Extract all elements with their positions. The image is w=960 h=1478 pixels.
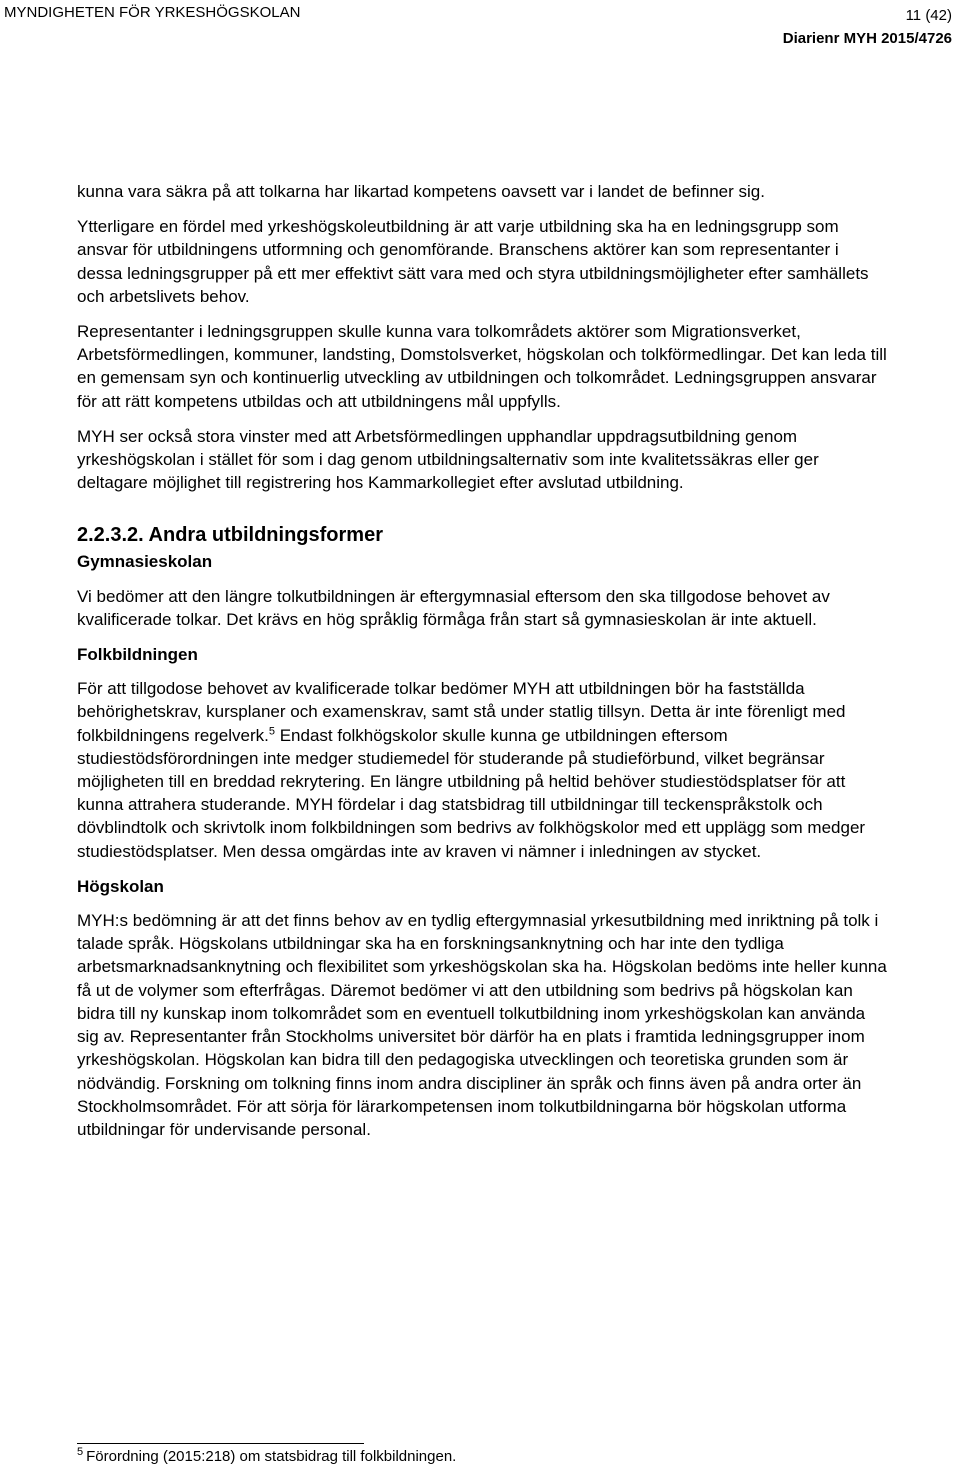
paragraph-folkbildningen xyxy=(77,677,887,863)
paragraph-4: MYH ser också stora vinster med att Arbetsförmedlingen upphandlar uppdragsutbildning genom yrkeshögskolan i stället för som i dag genom utbildningsalternativ som inte kvalitetssäkras eller ger deltagare möjlighet till registrering hos Kammarkollegiet efter avslutad utbildning. xyxy=(77,426,819,493)
section-heading: 2.2.3.2. Andra utbildningsformer xyxy=(77,524,383,547)
subheading-gymnasieskolan: Gymnasieskolan xyxy=(77,552,213,572)
header-meta xyxy=(783,4,952,50)
diarienr: Diarienr MYH 2015/4726 xyxy=(782,30,952,47)
folkbildningen-text-b: Endast folkhögskolor skulle kunna ge utbildningen eftersom studiestödsförordningen inte medger studiemedel för studerande på studieförbund, vilket begränsar möjligheten till en breddad rekrytering. En längre utbildning på heltid behöver studiestödsplatser för att kunna attrahera studerande. MYH fördelar i dag statsbidrag till utbildningar till teckenspråkstolk och dövblindtolk och skrivtolk inom folkbildningen som bedrivs av folkhögskolor med ett upplägg som medger studiestödsplatser. Men dessa omgärdas inte av kraven vi nämner i inledningen av stycket. xyxy=(77,725,866,861)
folkbildningen-text-a: För att tillgodose behovet av kvalificerade tolkar bedömer MYH att utbildningen bör ha fastställda behörighetskrav, kursplaner och examenskrav, samt stå under statlig tillsyn. Detta är inte förenligt med folkbildningens regelverk. xyxy=(77,679,846,745)
footnote-reference[interactable]: 5 xyxy=(268,725,275,737)
subheading-folkbildningen: Folkbildningen xyxy=(77,645,198,665)
paragraph-1: kunna vara säkra på att tolkarna har likartad kompetens oavsett var i landet de befinner sig. xyxy=(77,182,765,201)
footnote-divider xyxy=(77,1443,364,1444)
header-organization: MYNDIGHETEN FÖR YRKESHÖGSKOLAN xyxy=(4,4,301,21)
paragraph-hogskolan: MYH:s bedömning är att det finns behov av en tydlig eftergymnasial yrkesutbildning med inriktning på tolk i talade språk. Högskolans utbildningar ska ha en forskningsanknytning och har inte den tydliga arbetsmarknadsanknytning och flexibilitet som yrkeshögskolan ska ha. Högskolan bedöms inte heller kunna få ut de volymer som efterfrågas. Däremot bedömer vi att den utbildning som bedrivs på högskolan kan bidra till ny kunskap inom tolkområdet som en eventuell tolkutbildning inom yrkeshögskolan kan använda sig av. Representanter från Stockholms universitet bör därför ha en plats i framtida ledningsgrupper inom yrkeshögskolan. Högskolan kan bidra till den pedagogiska utvecklingen och teoretiska grunden som är nödvändig. Forskning om tolkning finns inom andra discipliner än språk och finns även på andra orter än Stockholmsområdet. För att sörja för lärarkompetensen inom tolkutbildningarna bör högskolan utforma utbildningar för undervisande personal. xyxy=(77,911,887,1139)
footnote-number: 5 xyxy=(77,1446,84,1458)
document-body xyxy=(77,180,887,1153)
paragraph-gymnasieskolan: Vi bedömer att den längre tolkutbildningen är eftergymnasial eftersom den ska tillgodose behovet av kvalificerade tolkar. Det krävs en hög språklig förmåga från start så gymnasieskolan är inte aktuell. xyxy=(77,586,830,629)
paragraph-2: Ytterligare en fördel med yrkeshögskoleutbildning är att varje utbildning ska ha en ledningsgrupp som ansvar för utbildningens utformning och genomförande. Branschens aktörer kan som representanter i dessa ledningsgrupper på ett mer effektivt sätt vara med och styra utbildningsmöjligheter efter samhällets och arbetslivets behov. xyxy=(77,217,869,306)
footnote xyxy=(77,1448,456,1467)
paragraph-3: Representanter i ledningsgruppen skulle kunna vara tolkområdets aktörer som Migrationsverket, Arbetsförmedlingen, kommuner, landsting, Domstolsverket, högskolan och tolkförmedlingar. Det kan leda till en gemensam syn och kontinuerlig utveckling av utbildningen och tolkområdet. Ledningsgruppen ansvarar för att rätt kompetens utbildas och att utbildningens mål uppfylls. xyxy=(77,322,887,411)
footnote-text: Förordning (2015:218) om statsbidrag till folkbildningen. xyxy=(86,1448,457,1465)
subheading-hogskolan: Högskolan xyxy=(77,876,164,896)
page-number: 11 (42) xyxy=(905,7,952,24)
